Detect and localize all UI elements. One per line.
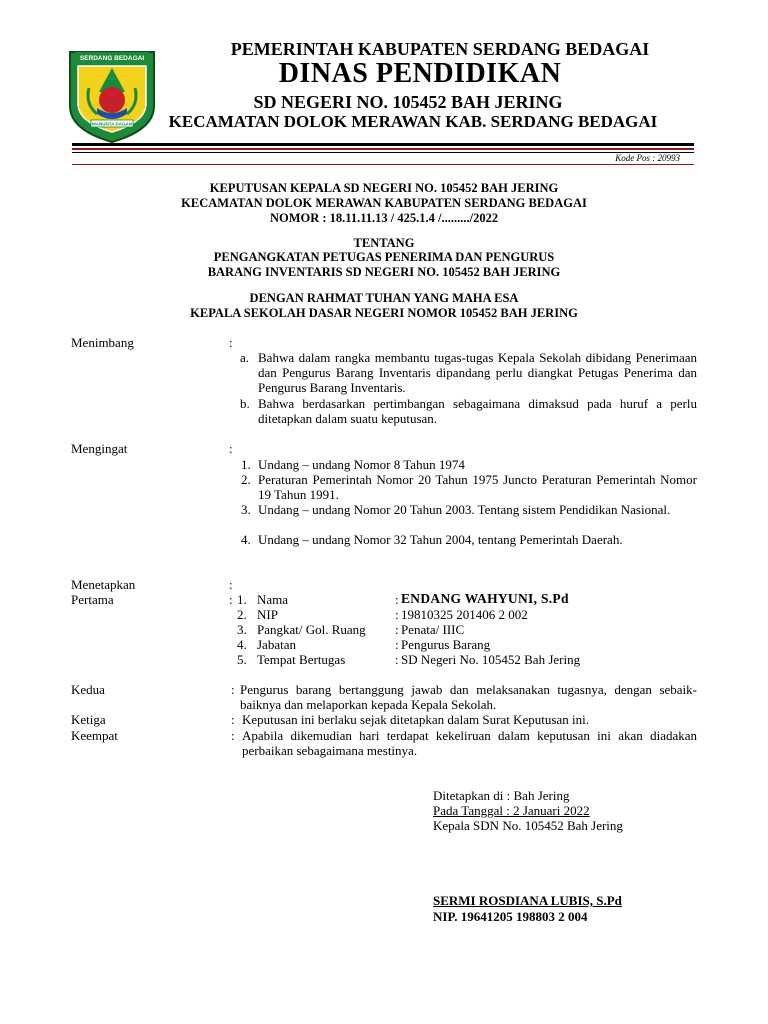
field-marker: 2.: [237, 607, 247, 622]
menimbang-colon: :: [229, 335, 233, 350]
list-text: Peraturan Pemerintah Nomor 20 Tahun 1975 Juncto Peraturan Pemerintah Nomor 19 Tahun 1991.: [258, 472, 697, 502]
field-value: Penata/ IIIC: [401, 622, 465, 637]
clause-text: Apabila dikemudian hari terdapat kekeliruan dalam keputusan ini akan diadakan perbaikan sebagaimana mestinya.: [242, 728, 697, 758]
field-value: 19810325 201406 2 002: [401, 607, 528, 622]
list-marker: 2.: [241, 472, 251, 487]
mengingat-colon: :: [229, 441, 233, 456]
signature-position: Kepala SDN No. 105452 Bah Jering: [433, 818, 623, 833]
clause-colon: :: [231, 728, 235, 743]
field-label: Tempat Bertugas: [257, 652, 346, 667]
list-text: Undang – undang Nomor 8 Tahun 1974: [258, 457, 465, 472]
list-text: Bahwa berdasarkan pertimbangan sebagaimana dimaksud pada huruf a perlu ditetapkan dalam suatu keputusan.: [258, 396, 697, 426]
list-marker: 4.: [241, 532, 251, 547]
decree-title-line: KECAMATAN DOLOK MERAWAN KABUPATEN SERDANG BEDAGAI: [181, 196, 587, 210]
clause-label: Keempat: [71, 728, 118, 743]
field-marker: 5.: [237, 652, 247, 667]
list-text: Undang – undang Nomor 32 Tahun 2004, tentang Pemerintah Daerah.: [258, 532, 623, 547]
decree-subject-line: PENGANGKATAN PETUGAS PENERIMA DAN PENGURUS: [213, 250, 555, 264]
field-value: Pengurus Barang: [401, 637, 491, 652]
department-name: DINAS PENDIDIKAN: [278, 58, 562, 89]
field-colon: :: [395, 652, 399, 667]
field-colon: :: [395, 607, 399, 622]
letterhead-rule-thick: [72, 143, 694, 146]
menetapkan-colon: :: [229, 577, 233, 592]
list-text: Undang – undang Nomor 20 Tahun 2003. Tentang sistem Pendidikan Nasional.: [258, 502, 671, 517]
list-marker: a.: [240, 350, 250, 365]
district-name: KECAMATAN DOLOK MERAWAN KAB. SERDANG BEDAGAI: [168, 112, 658, 131]
menetapkan-label: Menetapkan: [71, 577, 136, 592]
field-value: SD Negeri No. 105452 Bah Jering: [401, 652, 581, 667]
field-label: NIP: [257, 607, 278, 622]
pertama-colon: :: [229, 592, 233, 607]
decree-subject-line: BARANG INVENTARIS SD NEGERI NO. 105452 BAH JERING: [207, 265, 561, 279]
field-label: Jabatan: [257, 637, 296, 652]
tentang-label: TENTANG: [353, 236, 415, 250]
clause-label: Kedua: [71, 682, 105, 697]
postal-code: Kode Pos : 20993: [615, 153, 680, 163]
clause-label: Ketiga: [71, 712, 106, 727]
menimbang-label: Menimbang: [71, 335, 134, 350]
decree-title-line: KEPUTUSAN KEPALA SD NEGERI NO. 105452 BAH JERING: [209, 181, 559, 195]
pertama-label: Pertama: [71, 592, 114, 607]
mengingat-label: Mengingat: [71, 441, 128, 456]
list-marker: 3.: [241, 502, 251, 517]
field-colon: :: [395, 637, 399, 652]
letterhead-rule-bottom: [72, 164, 694, 165]
clause-colon: :: [231, 712, 235, 727]
list-marker: 1.: [241, 457, 251, 472]
field-value: ENDANG WAHYUNI, S.Pd: [401, 591, 569, 606]
clause-text: Pengurus barang bertanggung jawab dan melaksanakan tugasnya, dengan sebaik-baiknya dan melaporkan kepada Kepala Sekolah.: [240, 682, 697, 712]
government-name: PEMERINTAH KABUPATEN SERDANG BEDAGAI: [230, 39, 650, 59]
field-colon: :: [395, 592, 399, 607]
decree-number: NOMOR : 18.11.11.13 / 425.1.4 /........./2022: [269, 211, 499, 225]
field-marker: 3.: [237, 622, 247, 637]
emblem-bottom-text: MANUNTA DAGAN: [92, 121, 132, 127]
list-marker: b.: [240, 396, 250, 411]
field-colon: :: [395, 622, 399, 637]
list-text: Bahwa dalam rangka membantu tugas-tugas Kepala Sekolah dibidang Penerimaan dan Pengurus Barang Inventaris dipandang perlu diangkat Petugas Penerima dan Pengurus Barang Inventaris.: [258, 350, 697, 395]
field-label: Pangkat/ Gol. Ruang: [257, 622, 366, 637]
emblem-top-text: SERDANG BEDAGAI: [79, 55, 145, 62]
signature-place: Ditetapkan di : Bah Jering: [433, 788, 570, 803]
field-marker: 1.: [237, 592, 247, 607]
school-name: SD NEGERI NO. 105452 BAH JERING: [253, 92, 563, 112]
signatory-nip: NIP. 19641205 198803 2 004: [433, 909, 588, 924]
blessing-line: DENGAN RAHMAT TUHAN YANG MAHA ESA: [249, 291, 519, 305]
clause-text: Keputusan ini berlaku sejak ditetapkan dalam Surat Keputusan ini.: [242, 712, 589, 727]
field-marker: 4.: [237, 637, 247, 652]
blessing-line: KEPALA SEKOLAH DASAR NEGERI NOMOR 105452 BAH JERING: [190, 306, 578, 320]
signature-date: Pada Tanggal : 2 Januari 2022: [433, 803, 590, 818]
clause-colon: :: [231, 682, 235, 697]
letterhead-rule-red: [72, 148, 694, 150]
signatory-name: SERMI ROSDIANA LUBIS, S.Pd: [433, 893, 622, 908]
field-label: Nama: [257, 592, 289, 607]
